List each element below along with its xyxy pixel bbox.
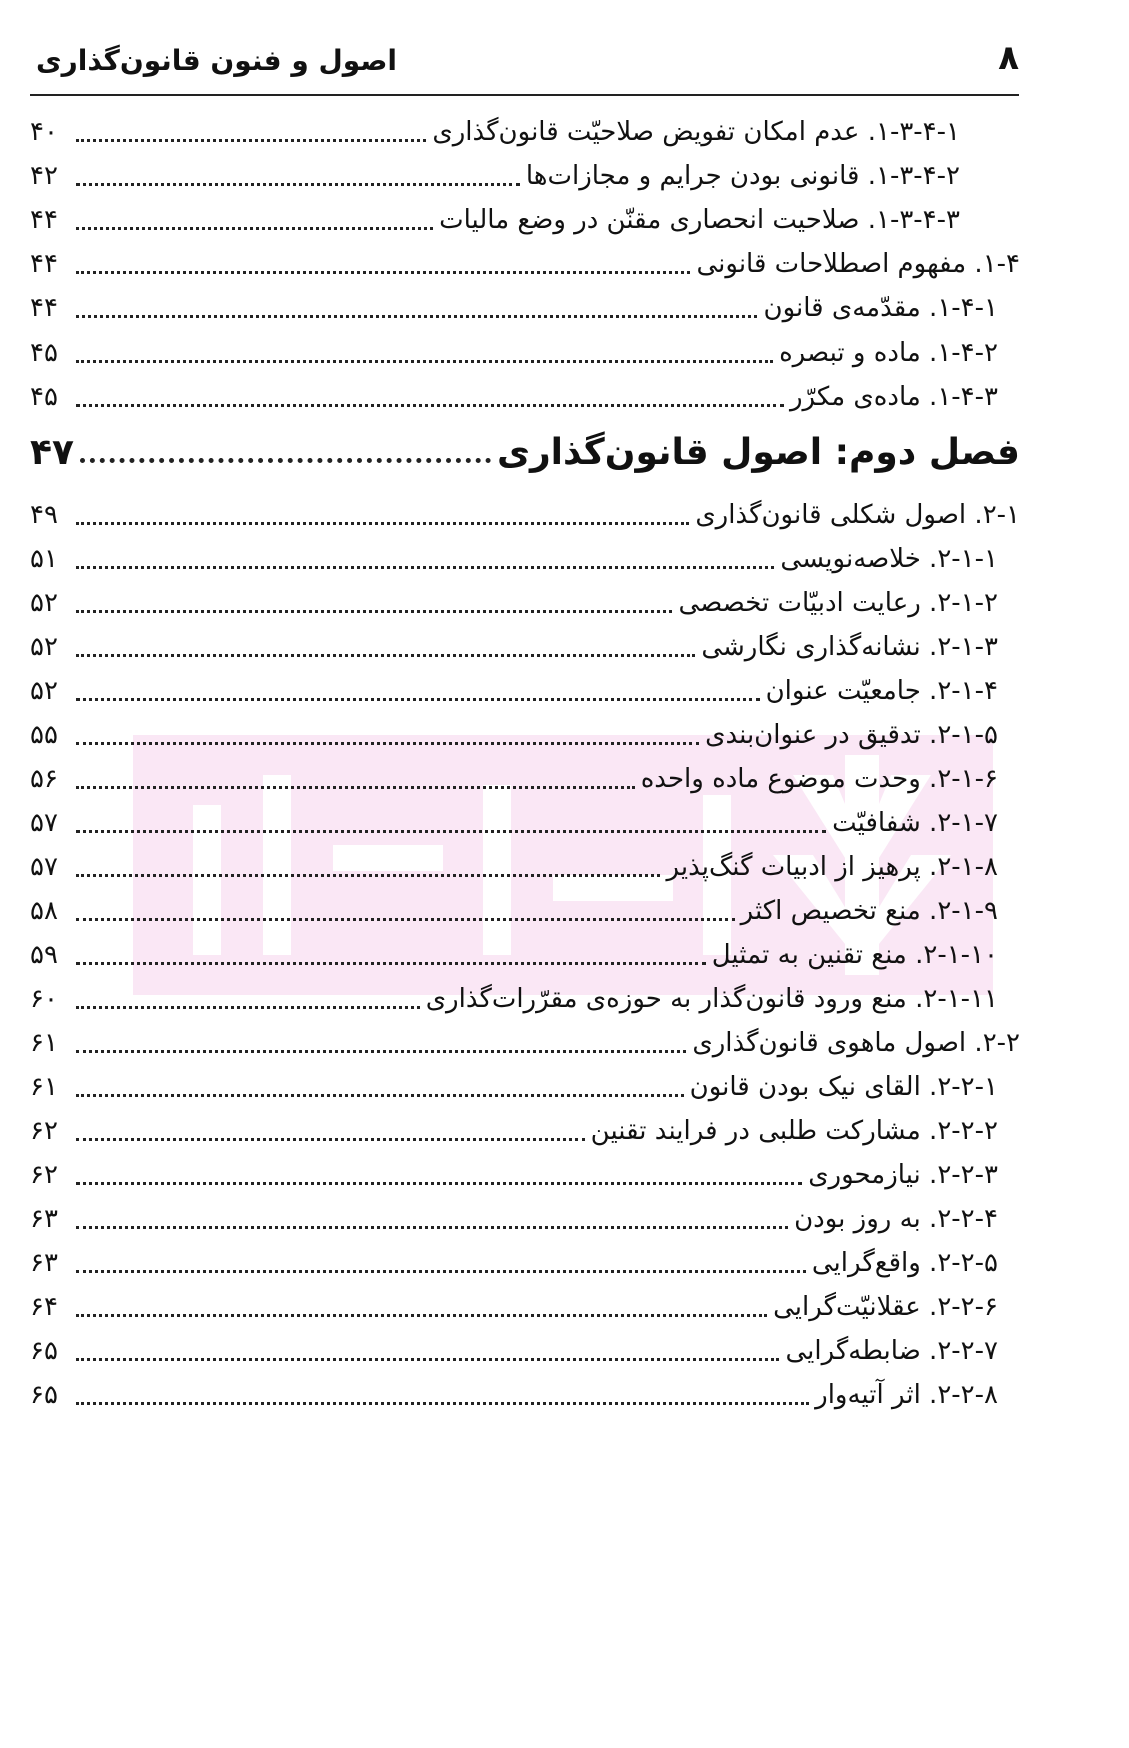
toc-entry bbox=[30, 240, 1020, 288]
toc-page-number: ۶۱ bbox=[30, 1072, 58, 1102]
dot-leader bbox=[76, 271, 690, 274]
toc-page-number: ۴۴ bbox=[30, 293, 58, 323]
dot-leader bbox=[76, 1138, 585, 1141]
dot-leader bbox=[76, 1270, 806, 1273]
dot-leader bbox=[76, 1226, 788, 1229]
toc-page-number: ۶۴ bbox=[30, 1292, 58, 1322]
dot-leader bbox=[76, 874, 660, 877]
toc-entry-label: ۱-۳-۴-۱. عدم امکان تفویض صلاحیّت قانون‌گذاری bbox=[432, 117, 960, 147]
dot-leader bbox=[76, 698, 760, 701]
toc-entry bbox=[30, 711, 998, 759]
running-title: اصول و فنون قانون‌گذاری bbox=[36, 44, 398, 77]
toc-entry-label: ۱-۴-۱. مقدّمه‌ی قانون bbox=[763, 293, 998, 323]
dot-leader bbox=[76, 742, 699, 745]
dot-leader bbox=[76, 918, 735, 921]
toc-entry-label: ۱-۳-۴-۲. قانونی بودن جرایم و مجازات‌ها bbox=[525, 161, 960, 191]
toc-entry bbox=[30, 799, 998, 847]
toc-entry-label: ۲-۱-۵. تدقیق در عنوان‌بندی bbox=[705, 720, 998, 750]
toc-entry-label: ۲-۱-۱۱. منع ورود قانون‌گذار به حوزه‌ی مقرّرات‌گذاری bbox=[425, 984, 998, 1014]
toc-entry bbox=[30, 1019, 1020, 1067]
toc-entry-label: ۲-۲-۴. به روز بودن bbox=[794, 1204, 998, 1234]
toc-entry-label: ۲-۲-۷. ضابطه‌گرایی bbox=[785, 1336, 998, 1366]
toc-entry bbox=[30, 1151, 998, 1199]
toc-page-number: ۴۰ bbox=[30, 117, 58, 147]
chapter-heading-row bbox=[30, 428, 1020, 476]
dot-leader bbox=[76, 1314, 767, 1317]
toc-page-number: ۶۲ bbox=[30, 1116, 58, 1146]
toc-entry-label: ۲-۲. اصول ماهوی قانون‌گذاری bbox=[692, 1028, 1020, 1058]
dot-leader bbox=[76, 1094, 684, 1097]
dot-leader bbox=[76, 654, 695, 657]
toc-entry bbox=[30, 887, 998, 935]
toc-entry bbox=[30, 843, 998, 891]
toc-entry bbox=[30, 755, 998, 803]
toc-entry bbox=[30, 931, 998, 979]
toc-page-number: ۴۷ bbox=[30, 431, 74, 473]
toc-entry-label: ۲-۲-۲. مشارکت طلبی در فرایند تقنین bbox=[590, 1116, 998, 1146]
toc-entry-label: فصل دوم: اصول قانون‌گذاری bbox=[496, 431, 1020, 473]
toc-page-number: ۶۵ bbox=[30, 1380, 58, 1410]
dot-leader bbox=[76, 1182, 802, 1185]
toc-entry-label: ۲-۲-۱. القای نیک بودن قانون bbox=[689, 1072, 998, 1102]
toc-entry-label: ۲-۱-۳. نشانه‌گذاری نگارشی bbox=[701, 632, 998, 662]
dot-leader bbox=[76, 139, 426, 142]
dot-leader bbox=[76, 1050, 686, 1053]
toc-entry bbox=[30, 196, 960, 244]
toc-page-number: ۶۲ bbox=[30, 1160, 58, 1190]
toc-entry bbox=[30, 373, 998, 421]
toc-entry-label: ۲-۱-۶. وحدت موضوع ماده واحده bbox=[640, 764, 998, 794]
toc-page-number: ۶۳ bbox=[30, 1204, 58, 1234]
toc-entry-label: ۲-۱-۹. منع تخصیص اکثر bbox=[740, 896, 998, 926]
toc-entry bbox=[30, 1107, 998, 1155]
dot-leader bbox=[76, 962, 706, 965]
toc-page-number: ۵۹ bbox=[30, 940, 58, 970]
toc-page-number: ۶۰ bbox=[30, 984, 58, 1014]
toc-page-number: ۶۳ bbox=[30, 1248, 58, 1278]
toc-entry-label: ۲-۲-۸. اثر آتیه‌وار bbox=[815, 1380, 998, 1410]
toc-entry-label: ۲-۲-۶. عقلانیّت‌گرایی bbox=[773, 1292, 998, 1322]
toc-page-number: ۶۱ bbox=[30, 1028, 58, 1058]
toc-entry-label: ۲-۲-۳. نیازمحوری bbox=[808, 1160, 998, 1190]
toc-entry-label: ۲-۱-۱۰. منع تقنین به تمثیل bbox=[711, 940, 998, 970]
dot-leader bbox=[76, 522, 689, 525]
toc-entry bbox=[30, 975, 998, 1023]
toc-entry bbox=[30, 1063, 998, 1111]
dot-leader bbox=[76, 830, 826, 833]
toc-page-number: ۵۶ bbox=[30, 764, 58, 794]
toc-entry bbox=[30, 1283, 998, 1331]
dot-leader bbox=[76, 404, 784, 407]
toc-page-number: ۵۸ bbox=[30, 896, 58, 926]
toc-page-number: ۵۵ bbox=[30, 720, 58, 750]
toc-page-number: ۴۵ bbox=[30, 382, 58, 412]
toc-page-number: ۵۱ bbox=[30, 544, 58, 574]
toc-entry-label: ۱-۴. مفهوم اصطلاحات قانونی bbox=[696, 249, 1020, 279]
toc-entry-label: ۲-۱-۲. رعایت ادبیّات تخصصی bbox=[678, 588, 998, 618]
dot-leader bbox=[76, 315, 757, 318]
toc-entry-label: ۲-۱-۴. جامعیّت عنوان bbox=[765, 676, 998, 706]
dot-leader bbox=[76, 610, 672, 613]
toc-entry bbox=[30, 152, 960, 200]
dot-leader bbox=[76, 360, 773, 363]
toc-entry bbox=[30, 1327, 998, 1375]
dot-leader bbox=[76, 1006, 420, 1009]
dot-leader bbox=[76, 566, 774, 569]
toc-entry bbox=[30, 284, 998, 332]
toc-entry-label: ۲-۱. اصول شکلی قانون‌گذاری bbox=[695, 500, 1020, 530]
toc-page-number: ۵۲ bbox=[30, 676, 58, 706]
dot-leader bbox=[80, 458, 491, 463]
toc-page-number: ۶۵ bbox=[30, 1336, 58, 1366]
toc-entry-label: ۲-۲-۵. واقع‌گرایی bbox=[811, 1248, 998, 1278]
dot-leader bbox=[76, 1358, 779, 1361]
toc-page-number: ۴۴ bbox=[30, 249, 58, 279]
toc-entry bbox=[30, 1371, 998, 1419]
dot-leader bbox=[76, 227, 433, 230]
toc-entry bbox=[30, 1195, 998, 1243]
toc-page-number: ۵۲ bbox=[30, 588, 58, 618]
toc-entry-label: ۲-۱-۸. پرهیز از ادبیات گنگ‌پذیر bbox=[666, 852, 998, 882]
toc-entry-label: ۲-۱-۱. خلاصه‌نویسی bbox=[780, 544, 998, 574]
dot-leader bbox=[76, 183, 520, 186]
page-number: ۸ bbox=[998, 38, 1019, 78]
toc-page-number: ۵۷ bbox=[30, 808, 58, 838]
toc-entry bbox=[30, 491, 1020, 539]
toc-page-number: ۴۲ bbox=[30, 161, 58, 191]
toc-entry bbox=[30, 579, 998, 627]
toc-page-number: ۵۲ bbox=[30, 632, 58, 662]
toc-page-number: ۴۹ bbox=[30, 500, 58, 530]
toc-entry bbox=[30, 329, 998, 377]
toc-entry bbox=[30, 1239, 998, 1287]
toc-entry-label: ۱-۳-۴-۳. صلاحیت انحصاری مقنّن در وضع مالیات bbox=[439, 205, 960, 235]
toc-entry-label: ۲-۱-۷. شفافیّت bbox=[832, 808, 998, 838]
toc-entry-label: ۱-۴-۲. ماده و تبصره bbox=[779, 338, 998, 368]
toc-page-number: ۴۴ bbox=[30, 205, 58, 235]
dot-leader bbox=[76, 786, 635, 789]
toc-page-number: ۴۵ bbox=[30, 338, 58, 368]
toc-entry bbox=[30, 108, 960, 156]
page-header bbox=[30, 38, 1019, 96]
toc-entry-label: ۱-۴-۳. ماده‌ی مکرّر bbox=[789, 382, 998, 412]
dot-leader bbox=[76, 1402, 809, 1405]
toc-entry bbox=[30, 623, 998, 671]
toc-page-number: ۵۷ bbox=[30, 852, 58, 882]
toc-entry bbox=[30, 535, 998, 583]
toc-entry bbox=[30, 667, 998, 715]
